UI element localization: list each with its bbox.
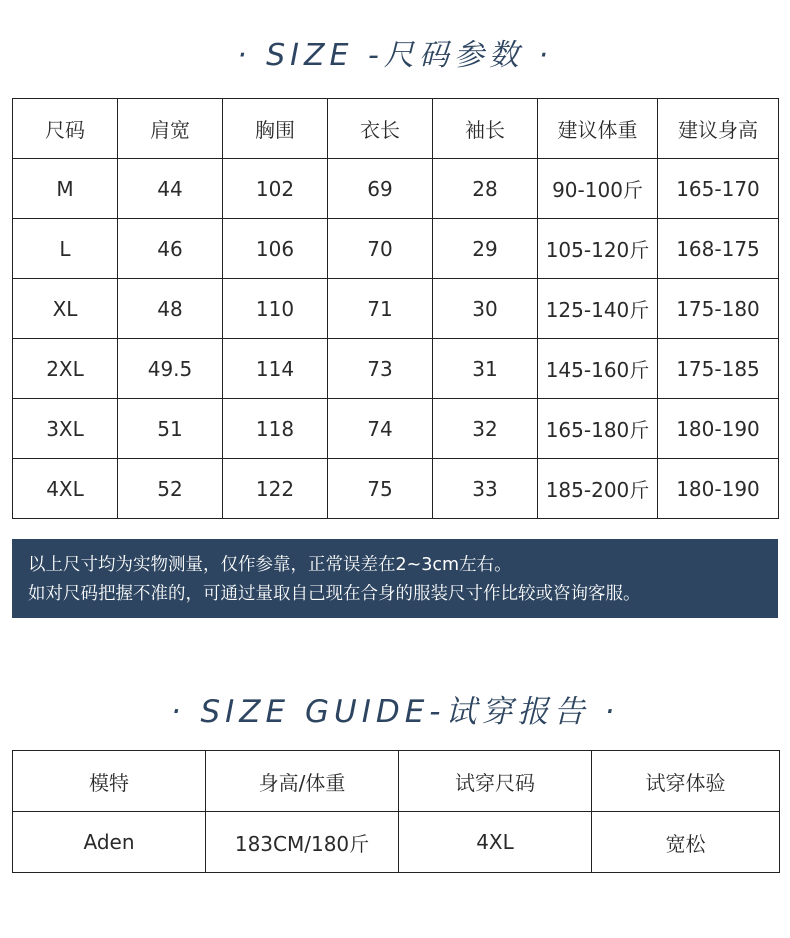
table-cell: 71 (328, 279, 433, 339)
table-cell: 29 (433, 219, 538, 279)
table-cell: 183CM/180斤 (206, 812, 399, 873)
table-cell: 165-180斤 (538, 399, 658, 459)
table-cell: 44 (118, 159, 223, 219)
table-cell: 49.5 (118, 339, 223, 399)
table-cell: 30 (433, 279, 538, 339)
table-cell: 118 (223, 399, 328, 459)
note-line-2: 如对尺码把握不准的，可通过量取自己现在合身的服装尺寸作比较或咨询客服。 (28, 584, 641, 604)
header-cell: 尺码 (13, 99, 118, 159)
size-guide-table (12, 750, 780, 873)
table-cell: 33 (433, 459, 538, 519)
table-row (13, 279, 779, 339)
header-cell: 袖长 (433, 99, 538, 159)
size-guide-title: · SIZE GUIDE-试穿报告 · (170, 694, 620, 730)
table-cell: 51 (118, 399, 223, 459)
header-cell: 建议身高 (658, 99, 779, 159)
header-cell: 试穿体验 (592, 751, 780, 812)
measurement-note-box (12, 539, 778, 618)
header-cell: 模特 (13, 751, 206, 812)
size-guide-header-row (13, 751, 780, 812)
size-chart-header-row (13, 99, 779, 159)
table-cell: 168-175 (658, 219, 779, 279)
table-cell: 114 (223, 339, 328, 399)
table-cell: 106 (223, 219, 328, 279)
table-cell: 70 (328, 219, 433, 279)
table-cell: 2XL (13, 339, 118, 399)
table-cell: 175-185 (658, 339, 779, 399)
table-row (13, 812, 780, 873)
table-cell: 175-180 (658, 279, 779, 339)
table-cell: 3XL (13, 399, 118, 459)
table-cell: 102 (223, 159, 328, 219)
table-cell: 125-140斤 (538, 279, 658, 339)
table-cell: 48 (118, 279, 223, 339)
table-cell: 28 (433, 159, 538, 219)
table-cell: 122 (223, 459, 328, 519)
table-cell: 宽松 (592, 812, 780, 873)
table-cell: 180-190 (658, 459, 779, 519)
table-cell: 180-190 (658, 399, 779, 459)
table-row (13, 399, 779, 459)
table-cell: 74 (328, 399, 433, 459)
table-cell: 31 (433, 339, 538, 399)
table-row (13, 159, 779, 219)
table-cell: 46 (118, 219, 223, 279)
table-cell: 165-170 (658, 159, 779, 219)
header-cell: 试穿尺码 (399, 751, 592, 812)
table-row (13, 459, 779, 519)
size-chart-title: · SIZE -尺码参数 · (237, 38, 553, 73)
header-cell: 肩宽 (118, 99, 223, 159)
table-cell: 4XL (13, 459, 118, 519)
table-cell: 145-160斤 (538, 339, 658, 399)
table-cell: 73 (328, 339, 433, 399)
size-chart-table (12, 98, 779, 519)
table-cell: 75 (328, 459, 433, 519)
table-cell: 90-100斤 (538, 159, 658, 219)
table-cell: 52 (118, 459, 223, 519)
table-cell: M (13, 159, 118, 219)
note-line-1: 以上尺寸均为实物测量，仅作参靠，正常误差在2~3cm左右。 (28, 555, 512, 575)
table-cell: XL (13, 279, 118, 339)
table-row (13, 339, 779, 399)
table-cell: 110 (223, 279, 328, 339)
header-cell: 衣长 (328, 99, 433, 159)
table-cell: 105-120斤 (538, 219, 658, 279)
header-cell: 胸围 (223, 99, 328, 159)
table-cell: 185-200斤 (538, 459, 658, 519)
table-cell: 4XL (399, 812, 592, 873)
table-cell: 69 (328, 159, 433, 219)
table-cell: 32 (433, 399, 538, 459)
header-cell: 建议体重 (538, 99, 658, 159)
table-row (13, 219, 779, 279)
table-cell: L (13, 219, 118, 279)
header-cell: 身高/体重 (206, 751, 399, 812)
table-cell: Aden (13, 812, 206, 873)
